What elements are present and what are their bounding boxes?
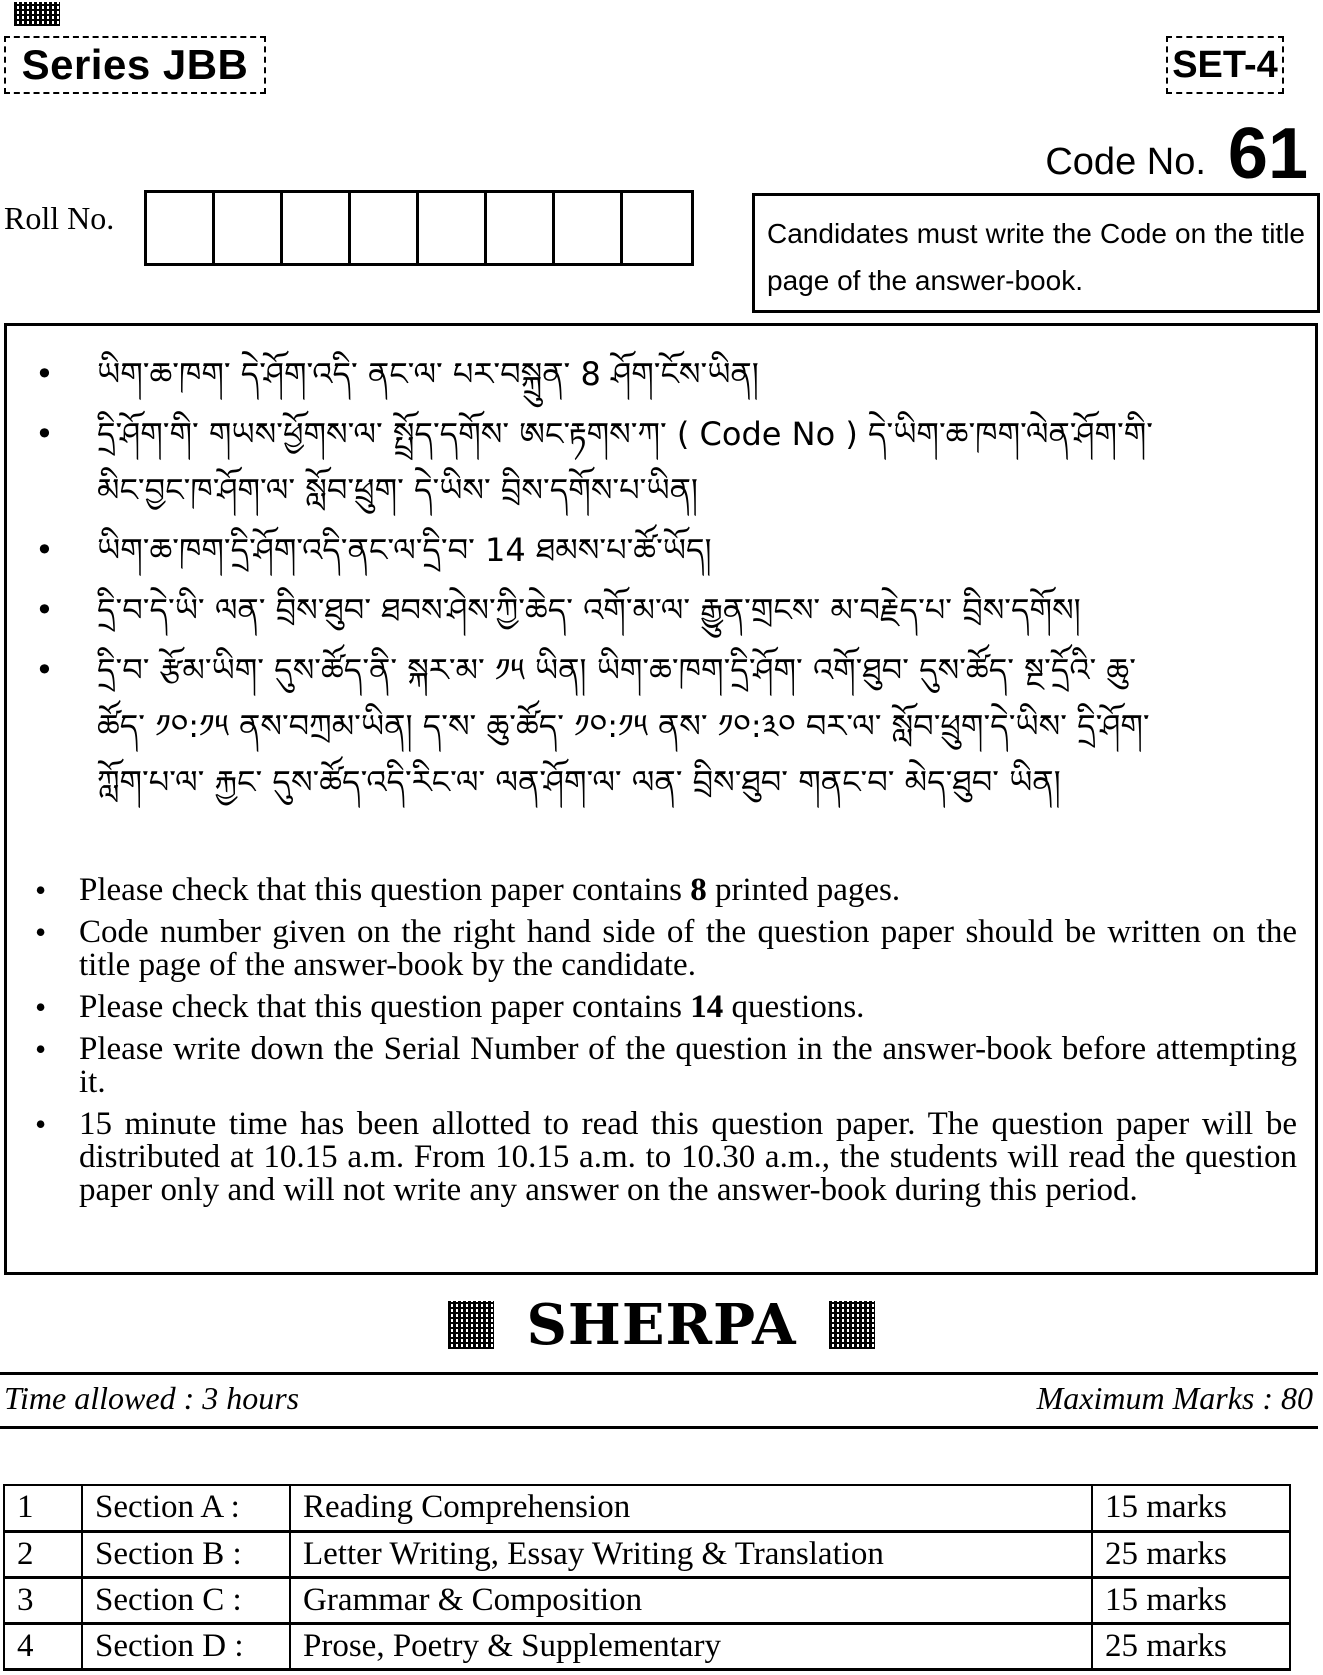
table-row: 1 Section A : Reading Comprehension 15 marks (4, 1485, 1290, 1531)
tibetan-instruction: • ཡིག་ཆ་ཁག་ དེ་ཤོག་འདི་ ནང་ལ་ པར་བསྐྲུན་ 8 ཤོག་ངོས་ཡིན། (25, 346, 1155, 402)
set-label: SET-4 (1166, 36, 1284, 94)
sections-table (3, 1484, 1291, 1671)
tibetan-instruction: • ཡིག་ཆ་ཁག་དྲི་ཤོག་འདི་ནང་ལ་དྲི་བ་ 14 ཐམས་པ་ཚོ་ཡོད། (25, 522, 1155, 578)
code-value: 61 (1227, 114, 1308, 194)
time-allowed: Time allowed : 3 hours (4, 1380, 300, 1416)
english-instruction: • Please write down the Serial Number of the question in the answer-book before attempting it. (25, 1033, 1297, 1099)
english-instruction: • Code number given on the right hand side of the question paper should be written on the title page of the answer-book by the candidate. (25, 916, 1297, 982)
tibetan-instruction: • དྲི་བ་ རྩོམ་ཡིག་ དུས་ཚོད་ནི་ སྐར་མ་ ༡༥ ཡིན། ཡིག་ཆ་ཁག་དྲི་ཤོག་ འགོ་ཐུབ་ དུས་ཚོད་ སྔ་དྲོའི་ ཆུ་ཚོད་ ༡༠:༡༥ ནས་བཀྲམ་ཡིན། ད་ས་ ཆུ་ཚོད་ ༡༠:༡༥ ནས་ ༡༠:༣༠ བར་ལ་ སློབ་ཕྲུག་དེ་ཡིས་ དྲི་ཤོག་ ཀློག་པ་ལ་ རྐྱང་ དུས་ཚོད་འདི་རིང་ལ་ ལན་ཤོག་ལ་ ལན་ བྲིས་ཐུབ་ གནང་བ་ མེད་ཐུབ་ ཡིན། (25, 642, 1155, 810)
tibetan-instruction: • དྲི་བ་དེ་ཡི་ ལན་ བྲིས་ཐུབ་ ཐབས་ཤེས་ཀྱི་ཆེད་ འགོ་མ་ལ་ རྒྱུན་གྲངས་ མ་བརྗེད་པ་ བྲིས་དགོས། (25, 582, 1155, 638)
qr-code-icon (829, 1301, 875, 1349)
english-instruction: • 15 minute time has been allotted to read this question paper. The question paper will be distributed at 10.15 a.m. From 10.15 a.m. to 10.30 a.m., the students will read the question paper only and will not write any answer on the answer-book during this period. (25, 1108, 1297, 1207)
maximum-marks: Maximum Marks : 80 (1036, 1380, 1313, 1416)
code-instruction-note: Candidates must write the Code on the title page of the answer-book. (752, 193, 1320, 313)
roll-number-cell[interactable] (623, 193, 691, 263)
roll-number-cell[interactable] (487, 193, 555, 263)
roll-number-boxes (144, 190, 694, 266)
english-instruction: • Please check that this question paper contains 14 questions. (25, 991, 1297, 1024)
subject-title-row (0, 1292, 1323, 1358)
roll-number-cell[interactable] (351, 193, 419, 263)
roll-number-cell[interactable] (215, 193, 283, 263)
table-row: 2 Section B : Letter Writing, Essay Writing & Translation 25 marks (4, 1531, 1290, 1577)
code-number (1045, 114, 1308, 194)
series-label: Series JBB (4, 36, 266, 94)
subject-title: SHERPA (526, 1292, 797, 1358)
tibetan-instructions (25, 346, 1155, 814)
tibetan-instruction: • དྲི་ཤོག་གི་ གཡས་ཕྱོགས་ལ་ སྤྲོད་དགོས་ ཨང་རྟགས་ཀ་ ( Code No ) དེ་ཡིག་ཆ་ཁག་ལེན་ཤོག་གི་མིང་བྱང་ཁ་ཤོག་ལ་ སློབ་ཕྲུག་ དེ་ཡིས་ བྲིས་དགོས་པ་ཡིན། (25, 406, 1155, 518)
code-label: Code No. (1045, 141, 1206, 183)
divider (0, 1426, 1318, 1429)
roll-number-cell[interactable] (283, 193, 351, 263)
roll-number-label: Roll No. (4, 200, 115, 236)
roll-number-cell[interactable] (419, 193, 487, 263)
qr-code-icon (448, 1301, 494, 1349)
roll-number-cell[interactable] (555, 193, 623, 263)
roll-number-cell[interactable] (147, 193, 215, 263)
english-instructions (25, 874, 1297, 1216)
english-instruction: • Please check that this question paper contains 8 printed pages. (25, 874, 1297, 907)
table-row: 3 Section C : Grammar & Composition 15 marks (4, 1577, 1290, 1623)
instructions-box (4, 323, 1318, 1275)
table-row: 4 Section D : Prose, Poetry & Supplementary 25 marks (4, 1623, 1290, 1669)
qr-code-icon (14, 2, 60, 26)
divider (0, 1372, 1318, 1375)
